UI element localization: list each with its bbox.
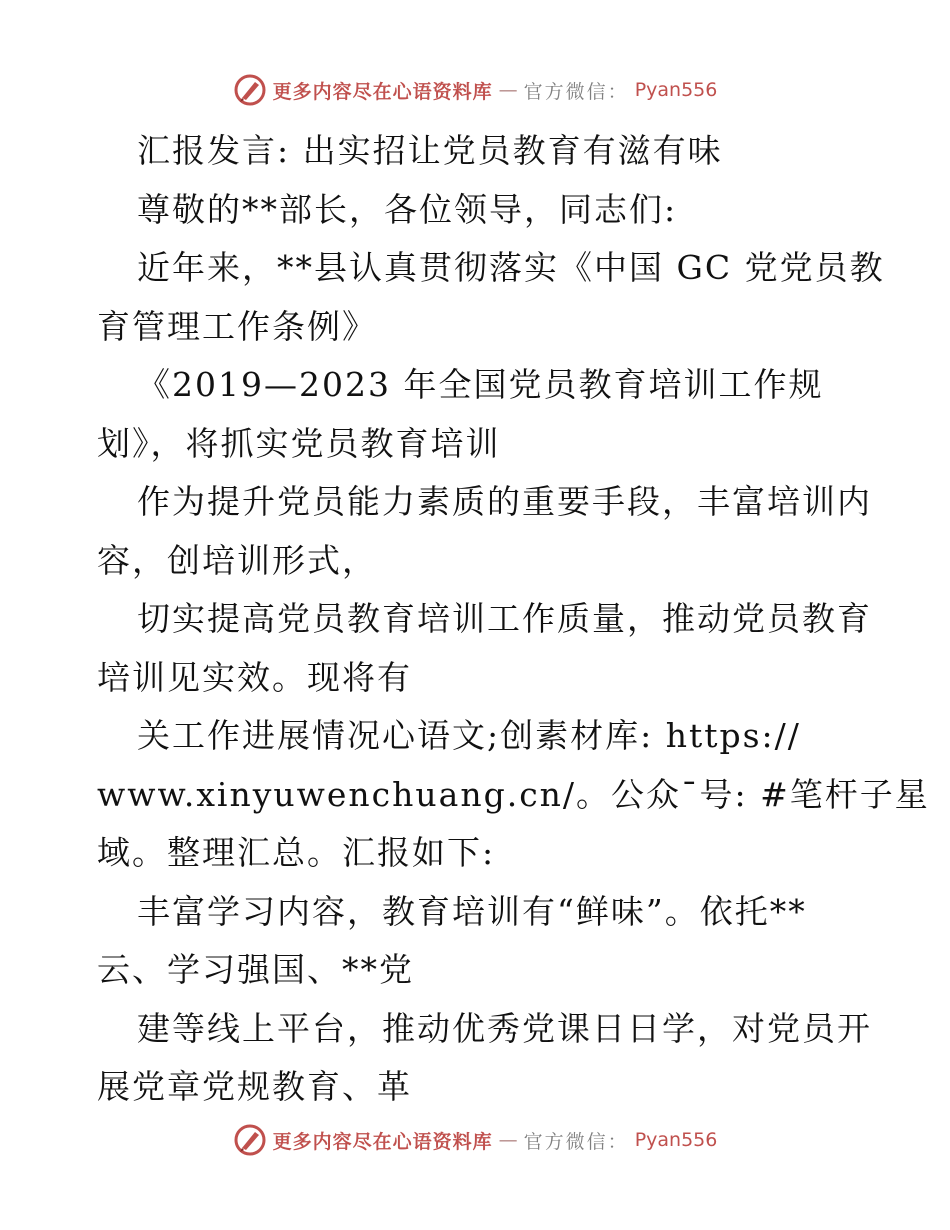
doc-line: 丰富学习内容，教育培训有“鲜味”。依托** (137, 891, 807, 931)
pen-logo-icon (233, 1123, 267, 1157)
doc-line: 云、学习强国、**党 (97, 950, 414, 989)
doc-line: 《2019—2023 年全国党员教育培训工作规 (137, 365, 824, 404)
document-body (97, 122, 930, 1117)
banner-separator: — (498, 79, 518, 101)
banner-wechat-id: Pyan556 (634, 1129, 718, 1151)
doc-line: 汇报发言: 出实招让党员教育有滋有味 (137, 131, 723, 170)
doc-line: 域。整理汇总。汇报如下: (97, 833, 496, 872)
footer-banner (0, 1120, 950, 1160)
banner-text: 更多内容尽在心语资料库 (272, 80, 493, 103)
doc-line: www.xinyuwenchuang.cn/。公众¯号: #笔杆子星 (97, 774, 930, 814)
banner-separator: — (498, 1129, 518, 1151)
header-banner (0, 70, 950, 110)
banner-official-label: 官方微信： (523, 1130, 629, 1153)
doc-line: 尊敬的**部长，各位领导，同志们: (137, 189, 678, 229)
banner-text: 更多内容尽在心语资料库 (272, 1130, 493, 1153)
doc-line: 划》，将抓实党员教育培训 (97, 423, 501, 463)
pen-logo-icon (233, 73, 267, 107)
doc-line: 关工作进展情况心语文;创素材库: https:// (137, 716, 801, 755)
banner-wechat-id: Pyan556 (634, 79, 718, 101)
doc-line: 作为提升党员能力素质的重要手段，丰富培训内 (137, 482, 872, 521)
doc-line: 建等线上平台，推动优秀党课日日学，对党员开 (137, 1008, 872, 1048)
doc-line: 近年来，**县认真贯彻落实《中国 GC 党党员教 (137, 248, 885, 287)
doc-line: 育管理工作条例》 (97, 306, 377, 346)
banner-official-label: 官方微信： (523, 80, 629, 103)
doc-line: 展党章党规教育、革 (97, 1067, 412, 1106)
doc-line: 切实提高党员教育培训工作质量，推动党员教育 (137, 599, 872, 638)
doc-line: 培训见实效。现将有 (97, 657, 412, 697)
doc-line: 容，创培训形式， (97, 540, 377, 580)
